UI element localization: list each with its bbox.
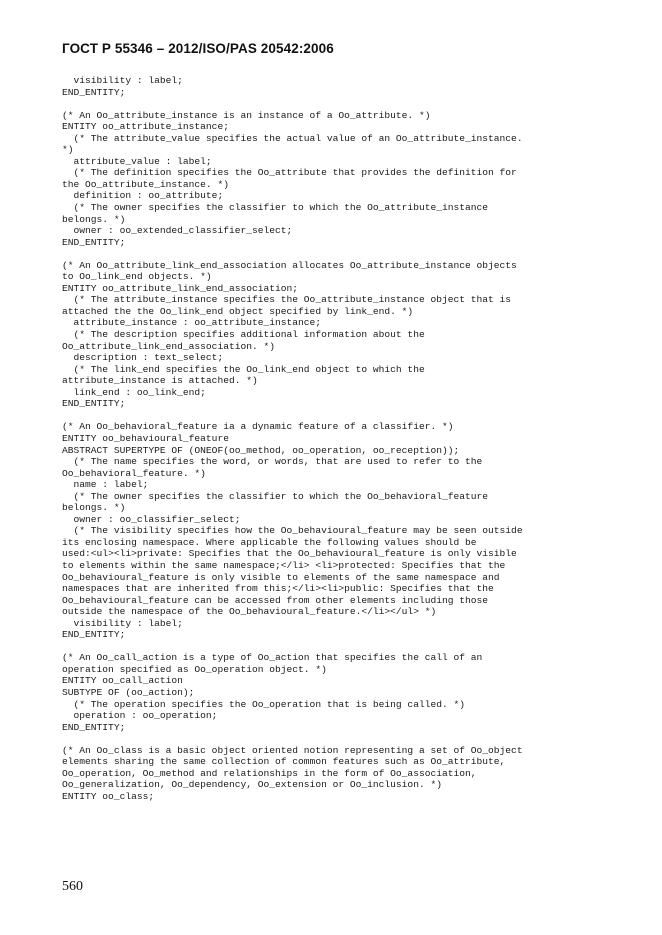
code-line: Oo_behavioural_feature is only visible to elements of the same namespace and — [62, 571, 500, 583]
code-line: END_ENTITY; — [62, 86, 126, 98]
code-line: the Oo_attribute_instance. *) — [62, 178, 229, 190]
code-line: Oo_operation, Oo_method and relationships in the form of Oo_association, — [62, 767, 477, 779]
code-line: (* The operation specifies the Oo_operation that is being called. *) — [62, 698, 466, 710]
code-line: (* The attribute_value specifies the actual value of an Oo_attribute_instance. — [62, 132, 523, 144]
blank-line — [62, 733, 622, 745]
code-line: (* The link_end specifies the Oo_link_end object to which the — [62, 363, 425, 375]
code-line: visibility : label; — [62, 617, 183, 629]
code-line: operation : oo_operation; — [62, 710, 218, 722]
code-line: belongs. *) — [62, 213, 126, 225]
code-line: Oo_behavioural_feature can be accessed from other elements including those — [62, 594, 489, 606]
code-line: Oo_attribute_link_end_association. *) — [62, 340, 276, 352]
code-line: used:<ul><li>private: Specifies that the Oo_behavioural_feature is only visible — [62, 548, 517, 560]
code-line: name : label; — [62, 479, 149, 491]
code-line: to elements within the same namespace;</li> <li>protected: Specifies that the — [62, 559, 506, 571]
code-line: namespaces that are inherited from this;</li><li>public: Specifies that the — [62, 583, 494, 595]
code-line: description : text_select; — [62, 352, 224, 364]
code-line: ENTITY oo_attribute_link_end_association; — [62, 282, 299, 294]
code-line: attached the the Oo_link_end object specified by link_end. *) — [62, 305, 414, 317]
code-line: to Oo_link_end objects. *) — [62, 271, 212, 283]
code-line: (* An Oo_attribute_instance is an instance of a Oo_attribute. *) — [62, 109, 431, 121]
code-line: link_end : oo_link_end; — [62, 386, 206, 398]
code-line: (* An Oo_behavioral_feature ia a dynamic feature of a classifier. *) — [62, 421, 454, 433]
page-number: 560 — [62, 879, 83, 894]
code-line: attribute_value : label; — [62, 155, 212, 167]
blank-line — [62, 248, 622, 260]
code-line: ENTITY oo_behavioural_feature — [62, 432, 229, 444]
code-line: ENTITY oo_call_action — [62, 675, 183, 687]
code-line: (* The visibility specifies how the Oo_behavioural_feature may be seen outside — [62, 525, 523, 537]
blank-line — [62, 410, 622, 422]
code-line: operation specified as Oo_operation object. *) — [62, 663, 327, 675]
code-line: END_ENTITY; — [62, 629, 126, 641]
code-line: attribute_instance is attached. *) — [62, 375, 258, 387]
code-line: Oo_behavioral_feature. *) — [62, 467, 206, 479]
code-line: END_ENTITY; — [62, 721, 126, 733]
code-line: definition : oo_attribute; — [62, 190, 224, 202]
code-line: END_ENTITY; — [62, 398, 126, 410]
code-line: (* The description specifies additional information about the — [62, 329, 425, 341]
code-line: SUBTYPE OF (oo_action); — [62, 686, 195, 698]
code-line: Oo_generalization, Oo_dependency, Oo_extension or Oo_inclusion. *) — [62, 779, 442, 791]
code-line: elements sharing the same collection of common features such as Oo_attribute, — [62, 756, 506, 768]
code-line: visibility : label; — [62, 75, 183, 86]
blank-line — [62, 641, 622, 653]
code-line: (* An Oo_class is a basic object oriented notion representing a set of Oo_object — [62, 744, 523, 756]
express-code-listing — [62, 75, 622, 802]
code-line: attribute_instance : oo_attribute_instance; — [62, 317, 322, 329]
code-line: (* An Oo_attribute_link_end_association allocates Oo_attribute_instance objects — [62, 259, 517, 271]
code-line: (* The definition specifies the Oo_attribute that provides the definition for — [62, 167, 517, 179]
code-line: ENTITY oo_class; — [62, 790, 155, 802]
code-line: ABSTRACT SUPERTYPE OF (ONEOF(oo_method, oo_operation, oo_reception)); — [62, 444, 460, 456]
code-line: owner : oo_extended_classifier_select; — [62, 225, 293, 237]
code-line: (* The attribute_instance specifies the Oo_attribute_instance object that is — [62, 294, 512, 306]
code-line: *) — [62, 144, 74, 156]
code-line: owner : oo_classifier_select; — [62, 513, 241, 525]
code-line: END_ENTITY; — [62, 236, 126, 248]
code-line: its enclosing namespace. Where applicable the following values should be — [62, 536, 477, 548]
code-line: (* The name specifies the word, or words, that are used to refer to the — [62, 456, 483, 468]
code-line: outside the namespace of the Oo_behavioural_feature.</li></ul> *) — [62, 606, 437, 618]
code-line: belongs. *) — [62, 502, 126, 514]
document-header-title: ГОСТ Р 55346 – 2012/ISO/PAS 20542:2006 — [62, 41, 334, 56]
code-line: ENTITY oo_attribute_instance; — [62, 121, 229, 133]
code-line: (* An Oo_call_action is a type of Oo_action that specifies the call of an — [62, 652, 483, 664]
code-line: (* The owner specifies the classifier to which the Oo_attribute_instance — [62, 202, 489, 214]
blank-line — [62, 98, 622, 110]
code-line: (* The owner specifies the classifier to which the Oo_behavioral_feature — [62, 490, 489, 502]
